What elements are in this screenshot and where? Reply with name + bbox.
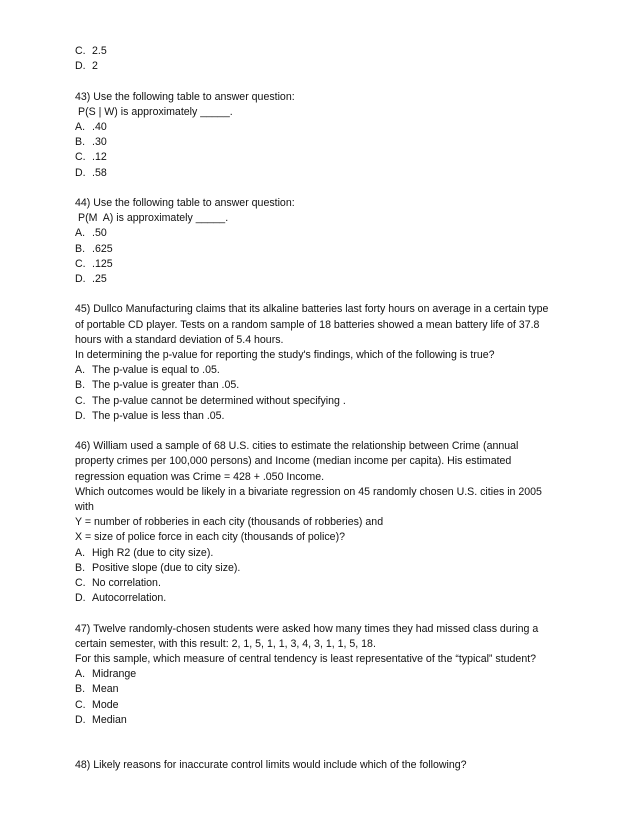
question-stem-line: property crimes per 100,000 persons) and Income (median income per capita). His estimated	[75, 455, 512, 468]
option-letter: A.	[75, 546, 86, 559]
question-42-options	[75, 44, 595, 74]
answer-option	[75, 561, 595, 576]
option-letter: D.	[75, 713, 86, 726]
spacer	[75, 728, 595, 758]
question-stem: 44) Use the following table to answer question:	[75, 197, 295, 209]
option-text: Midrange	[92, 668, 137, 681]
answer-option	[75, 713, 595, 728]
answer-option	[75, 576, 595, 591]
answer-option	[75, 363, 595, 378]
question-stem-line: 47) Twelve randomly-chosen students were asked how many times they had missed class during a	[75, 622, 539, 635]
option-text: .125	[92, 257, 113, 270]
option-letter: A.	[75, 668, 86, 681]
option-letter: D.	[75, 60, 86, 73]
option-text: Mean	[92, 683, 119, 696]
option-text: Autocorrelation.	[92, 592, 167, 605]
question-prompt: P(M A) is approximately _____.	[78, 212, 229, 225]
option-text: 2.5	[92, 45, 107, 57]
question-46	[75, 439, 595, 606]
option-letter: B.	[75, 379, 86, 392]
option-text: The p-value is less than .05.	[92, 409, 225, 422]
answer-option	[75, 44, 595, 59]
option-text: The p-value cannot be determined without specifying .	[92, 394, 346, 407]
spacer	[75, 424, 595, 439]
answer-option	[75, 150, 595, 165]
option-text: Mode	[92, 698, 119, 711]
option-letter: C.	[75, 394, 86, 407]
option-text: .12	[92, 151, 107, 164]
spacer	[75, 181, 595, 196]
option-letter: D.	[75, 273, 86, 286]
spacer	[75, 606, 595, 621]
question-stem-line: Which outcomes would be likely in a bivariate regression on 45 randomly chosen U.S. cities in 2005	[75, 485, 542, 498]
option-text: .58	[92, 166, 107, 179]
option-letter: D.	[75, 592, 86, 605]
answer-option	[75, 135, 595, 150]
option-text: The p-value is greater than .05.	[92, 379, 240, 392]
answer-option	[75, 272, 595, 287]
option-text: No correlation.	[92, 577, 161, 590]
question-45	[75, 302, 595, 424]
question-stem: 43) Use the following table to answer question:	[75, 90, 295, 103]
question-44	[75, 196, 595, 287]
option-letter: A.	[75, 227, 86, 240]
question-stem-line: with	[75, 501, 94, 514]
spacer	[75, 74, 595, 89]
spacer	[75, 287, 595, 302]
answer-option	[75, 546, 595, 561]
option-text: .50	[92, 227, 107, 240]
option-letter: D.	[75, 166, 86, 179]
option-letter: B.	[75, 561, 86, 574]
answer-option	[75, 698, 595, 713]
answer-option	[75, 667, 595, 682]
question-stem-line: hours with a standard deviation of 5.4 hours.	[75, 333, 284, 346]
answer-option	[75, 409, 595, 424]
question-stem-line: of portable CD player. Tests on a random sample of 18 batteries showed a mean battery life of 37.8	[75, 318, 540, 331]
option-letter: A.	[75, 364, 86, 377]
question-stem-line: regression equation was Crime = 428 + .050 Income.	[75, 470, 325, 483]
option-text: .30	[92, 136, 107, 149]
question-stem-line: 45) Dullco Manufacturing claims that its alkaline batteries last forty hours on average in a certain type	[75, 303, 549, 316]
question-stem-line: In determining the p-value for reporting the study's findings, which of the following is true?	[75, 349, 495, 362]
option-text: .25	[92, 273, 107, 286]
question-stem-line: Y = number of robberies in each city (thousands of robberies) and	[75, 516, 384, 529]
option-letter: B.	[75, 242, 86, 255]
option-text: .40	[92, 121, 107, 133]
option-text: The p-value is equal to .05.	[92, 364, 220, 377]
option-letter: C.	[75, 257, 86, 270]
question-stem-line: X = size of police force in each city (thousands of police)?	[75, 531, 345, 544]
option-letter: C.	[75, 577, 86, 590]
option-letter: C.	[75, 151, 86, 164]
option-letter: B.	[75, 136, 86, 149]
option-letter: D.	[75, 409, 86, 422]
option-letter: A.	[75, 121, 86, 133]
document-body	[75, 44, 595, 773]
option-letter: C.	[75, 45, 86, 57]
answer-option	[75, 120, 595, 135]
option-text: Median	[92, 713, 127, 726]
option-letter: B.	[75, 683, 86, 696]
question-47	[75, 622, 595, 728]
option-text: High R2 (due to city size).	[92, 546, 214, 559]
answer-option	[75, 378, 595, 393]
answer-option	[75, 59, 595, 74]
answer-option	[75, 394, 595, 409]
question-stem: 48) Likely reasons for inaccurate control limits would include which of the following?	[75, 759, 467, 772]
answer-option	[75, 226, 595, 241]
question-stem-line: For this sample, which measure of central tendency is least representative of the “typical” student?	[75, 653, 537, 666]
answer-option	[75, 257, 595, 272]
option-text: 2	[92, 60, 98, 73]
question-prompt: P(S | W) is approximately _____.	[78, 105, 233, 118]
question-stem-line: 46) William used a sample of 68 U.S. cities to estimate the relationship between Crime (annual	[75, 440, 519, 453]
option-text: Positive slope (due to city size).	[92, 561, 241, 574]
answer-option	[75, 166, 595, 181]
option-text: .625	[92, 242, 113, 255]
answer-option	[75, 242, 595, 257]
answer-option	[75, 682, 595, 697]
question-43	[75, 90, 595, 181]
question-stem-line: certain semester, with this result: 2, 1, 5, 1, 1, 3, 4, 3, 1, 1, 5, 18.	[75, 637, 376, 650]
question-48	[75, 758, 595, 773]
answer-option	[75, 591, 595, 606]
option-letter: C.	[75, 698, 86, 711]
